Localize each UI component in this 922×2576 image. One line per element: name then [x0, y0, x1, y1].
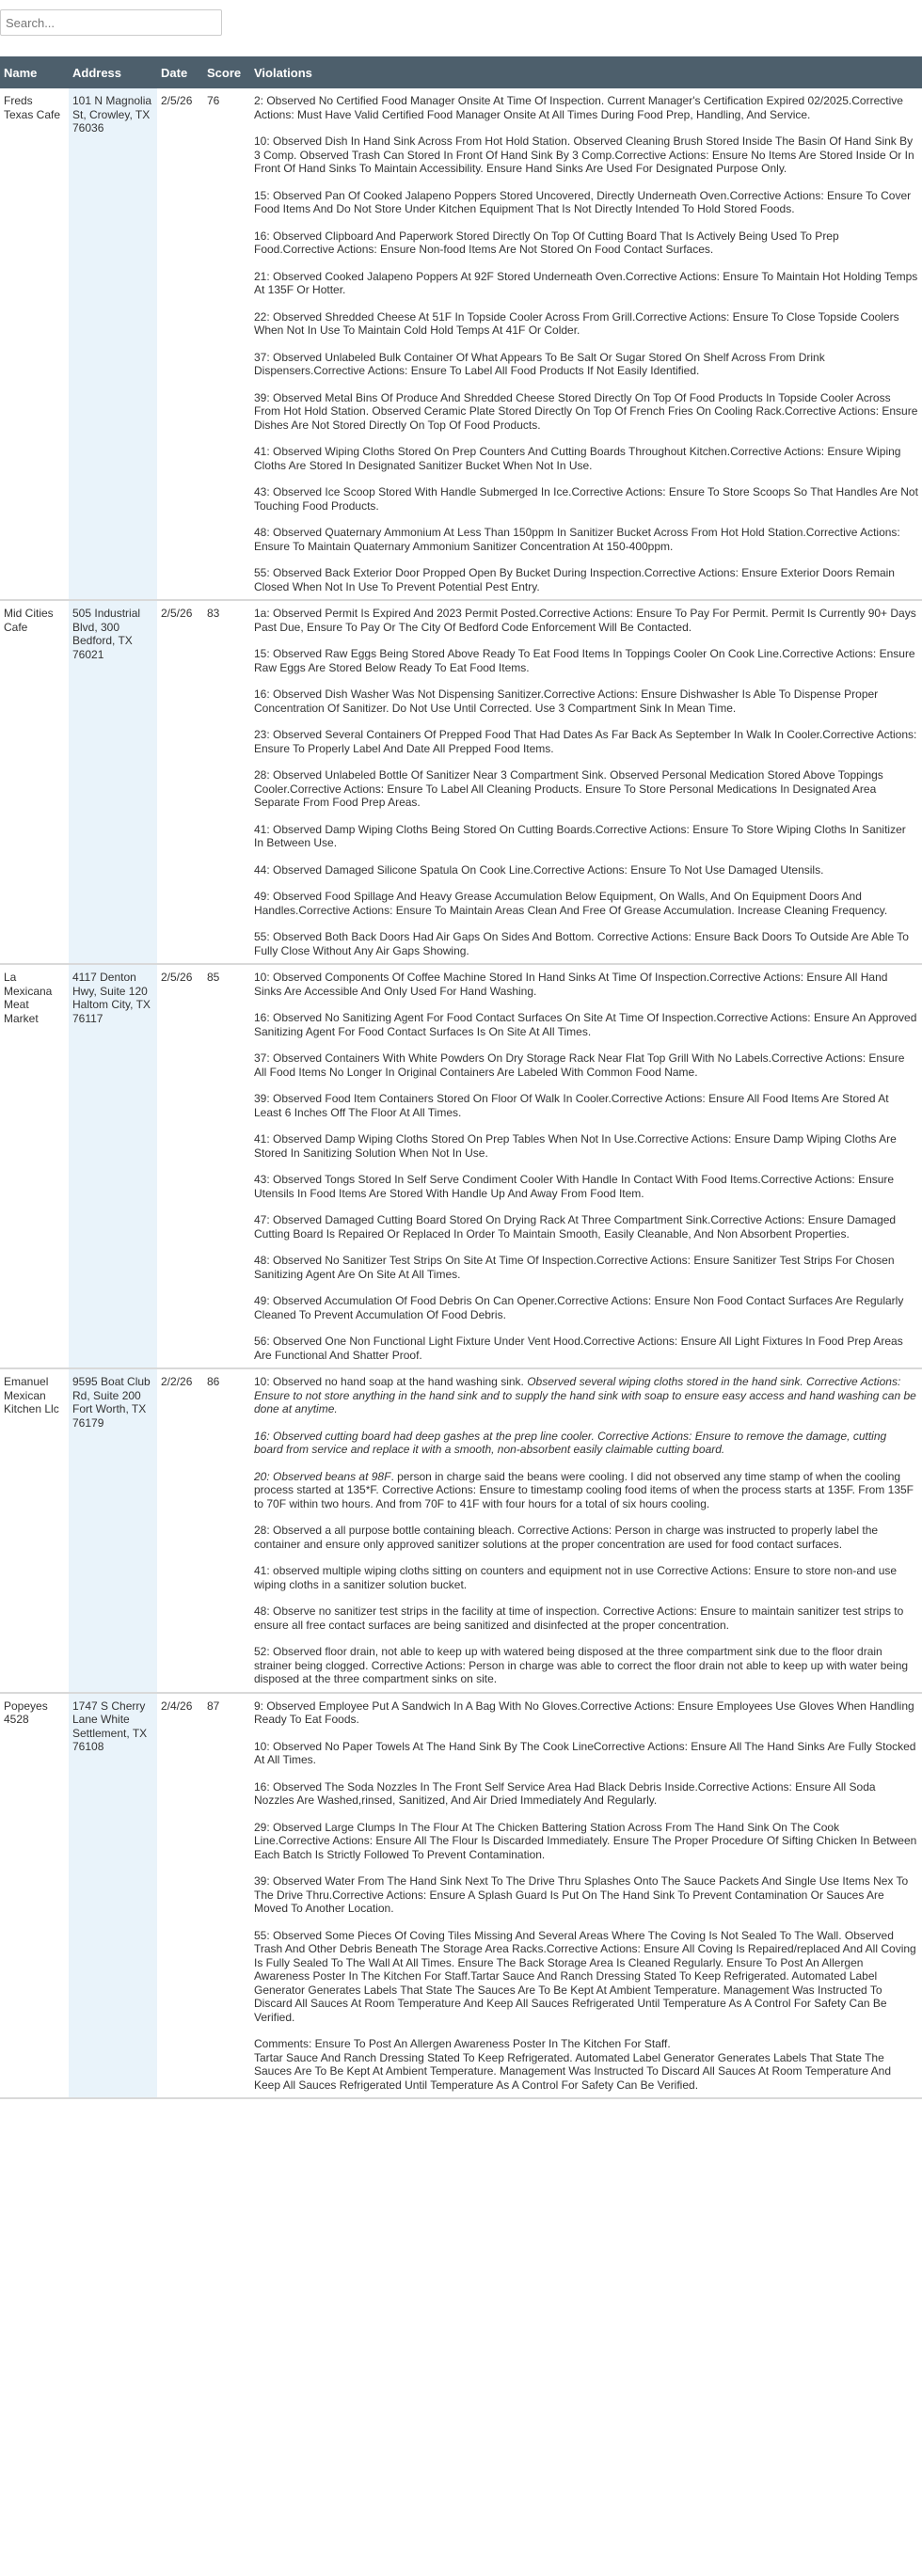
- violation-item: 10: Observed No Paper Towels At The Hand Sink By The Cook LineCorrective Actions: Ensure All The Hand Sinks Are Fully Stocked At All Times.: [254, 1739, 916, 1766]
- score-cell: 87: [207, 1699, 220, 1713]
- table-row: [0, 1693, 922, 2099]
- address-cell: 9595 Boat Club Rd, Suite 200 Fort Worth, TX 76179: [69, 1368, 157, 1693]
- violation-item: Comments: Ensure To Post An Allergen Awareness Poster In The Kitchen For Staff. Tartar Sauce And Ranch Dressing Stated To Keep Refrigerated. Automated Label Generator Generates Labels That State The Sauces Are To Be Kept At Ambient Temperature. Management Was Instructed To Discard All Sauces At Room Temperature And Keep All Sauces Refrigerated Until Temperature As A Control For Safety Can Be Verified.: [254, 2037, 892, 2092]
- score-cell: 76: [207, 94, 220, 107]
- violation-item: [254, 1564, 918, 1591]
- search-input[interactable]: [0, 9, 222, 36]
- violation-text: 52: Observed floor drain, not able to keep up with watered being disposed at the three compartment sink due to the floor drain strainer being clogged. Corrective Actions: Person in charge was able to correct the floor drain not able to keep up with water being disposed at the three compartment sinks on site.: [254, 1645, 909, 1685]
- violation-item: 43: Observed Tongs Stored In Self Serve Condiment Cooler With Handle In Contact With Food Items.Corrective Actions: Ensure Utensils In Food Items Are Stored With Handle Up And Away From Food Item.: [254, 1173, 895, 1200]
- restaurant-name-cell: Mid Cities Cafe: [4, 607, 54, 634]
- violation-item: 2: Observed No Certified Food Manager Onsite At Time Of Inspection. Current Manager's Certification Expired 02/2025.Corrective Actions: Must Have Valid Certified Food Manager Onsite At All Times During Food Prep, Handling, And Service.: [254, 94, 903, 121]
- violation-item: 39: Observed Food Item Containers Stored On Floor Of Walk In Cooler.Corrective Actions: Ensure All Food Items Are Stored At Least 6 Inches Off The Floor At All Times.: [254, 1092, 889, 1119]
- violation-item: 47: Observed Damaged Cutting Board Stored On Drying Rack At Three Compartment Sink.Corrective Actions: Ensure Damaged Cutting Board Is Repaired Or Replaced In Order To Maintain Smooth, Easily Cleanable, And Non Absorbent Properties.: [254, 1213, 897, 1241]
- violations-cell: [250, 1368, 922, 1693]
- violation-item: 41: Observed Damp Wiping Cloths Stored On Prep Tables When Not In Use.Corrective Actions: Ensure Damp Wiping Cloths Are Stored In Sanitizing Solution When Not In Use.: [254, 1132, 897, 1160]
- address-cell: 505 Industrial Blvd, 300 Bedford, TX 76021: [69, 600, 157, 964]
- date-cell: 2/5/26: [161, 607, 193, 620]
- date-cell: 2/5/26: [161, 971, 193, 984]
- column-header-date[interactable]: Date: [157, 56, 203, 88]
- violation-item: 55: Observed Some Pieces Of Coving Tiles Missing And Several Areas Where The Coving Is Not Sealed To The Wall. Observed Trash And Other Debris Beneath The Storage Area Racks.Corrective Actions: Ensure All Coving Is Repaired/replaced And All Coving Is Fully Sealed To The Wall At All Times. Ensure The Back Storage Area Is Cleaned Regularly. Ensure To Post An Allergen Awareness Poster In The Kitchen For Staff.Tartar Sauce And Ranch Dressing Stated To Keep Refrigerated. Automated Label Generator Generates Labels That State The Sauces Are To Be Kept At Ambient Temperature. Management Was Instructed To Discard All Sauces At Room Temperature And Keep All Sauces Refrigerated Until Temperature As A Control For Safety Can Be Verified.: [254, 1928, 916, 2024]
- violation-item: 28: Observed Unlabeled Bottle Of Sanitizer Near 3 Compartment Sink. Observed Personal Medication Stored Above Toppings Cooler.Corrective Actions: Ensure To Label All Cleaning Products. Ensure To Store Personal Medications In Designated Area Separate From Food Prep Areas.: [254, 768, 883, 809]
- score-cell: 83: [207, 607, 220, 620]
- inspections-table: [0, 56, 922, 2099]
- restaurant-name-cell: Freds Texas Cafe: [4, 94, 61, 121]
- violation-item: [254, 1430, 918, 1457]
- column-header-address[interactable]: Address: [69, 56, 157, 88]
- violation-item: 9: Observed Employee Put A Sandwich In A Bag With No Gloves.Corrective Actions: Ensure Employees Use Gloves When Handling Ready To Eat Foods.: [254, 1699, 914, 1726]
- violation-item: [254, 1375, 918, 1416]
- violation-item: 10: Observed Dish In Hand Sink Across From Hot Hold Station. Observed Cleaning Brush Stored Inside The Basin Of Hand Sink By 3 Comp. Observed Trash Can Stored In Front Of Hand Sink By 3 Comp.Corrective Actions: Ensure No Items Are Stored Inside Or In Front Of Hand Sinks To Maintain Accessibility. Ensure Hand Sinks Are Used For Designated Purpose Only.: [254, 134, 914, 175]
- violation-text: . person in charge said the beans were cooling. I did not observed any time stamp of when the cooling process started at 135*F. Corrective Actions: Ensure to timestamp cooling food items of when the process starts at 135F. From 135F to 70F within two hours. And from 70F to 41F with four hours for a total of six hours cooling.: [254, 1469, 914, 1510]
- violation-text: 10: Observed no hand soap at the hand washing sink.: [254, 1375, 528, 1388]
- violation-item: 55: Observed Back Exterior Door Propped Open By Bucket During Inspection.Corrective Actions: Ensure Exterior Doors Remain Closed When Not In Use To Prevent Potential Pest Entry.: [254, 566, 895, 593]
- address-cell: 4117 Denton Hwy, Suite 120 Haltom City, TX 76117: [69, 964, 157, 1368]
- search-bar: [0, 0, 922, 36]
- violation-item: 22: Observed Shredded Cheese At 51F In Topside Cooler Across From Grill.Corrective Actions: Ensure To Close Topside Coolers When Not In Use To Maintain Cold Hold Temps At 41F Or Colder.: [254, 309, 899, 337]
- violation-italic-text: Observed several wiping cloths stored in the hand sink. Corrective Actions: Ensure to not store anything in the hand sink and to supply the hand sink with soap to ensure easy access and hand washing can be done at anytime.: [254, 1375, 916, 1415]
- restaurant-name-cell: Popeyes 4528: [4, 1699, 48, 1726]
- violation-item: 49: Observed Accumulation Of Food Debris On Can Opener.Corrective Actions: Ensure Non Food Contact Surfaces Are Regularly Cleaned To Prevent Accumulation Of Food Debris.: [254, 1294, 904, 1321]
- violation-text: 48: Observe no sanitizer test strips in the facility at time of inspection. Corrective Actions: Ensure to maintain sanitizer test strips to ensure all free contact surfaces are being sanitized and disinfected at the proper concentration.: [254, 1604, 904, 1632]
- violation-italic-text: 16: Observed cutting board had deep gashes at the prep line cooler. Corrective Actions: Ensure to remove the damage, cutting board from service and replace it with a smooth, non-absorbent easily claimable cutting board.: [254, 1429, 887, 1456]
- violation-item: 48: Observed No Sanitizer Test Strips On Site At Time Of Inspection.Corrective Actions: Ensure Sanitizer Test Strips For Chosen Sanitizing Agent Are On Site At All Times.: [254, 1254, 895, 1281]
- score-cell: 85: [207, 971, 220, 984]
- violation-item: [254, 1604, 918, 1632]
- violation-item: [254, 1524, 918, 1551]
- violation-item: 49: Observed Food Spillage And Heavy Grease Accumulation Below Equipment, On Walls, And On Equipment Doors And Handles.Corrective Actions: Ensure To Maintain Areas Clean And Free Of Grease Accumulation. Increase Cleaning Frequency.: [254, 890, 888, 917]
- table-row: [0, 600, 922, 964]
- violation-italic-text: 20: Observed beans at 98F: [254, 1469, 391, 1483]
- column-header-score[interactable]: Score: [203, 56, 250, 88]
- violation-item: 16: Observed Clipboard And Paperwork Stored Directly On Top Of Cutting Board That Is Actively Being Used To Prep Food.Corrective Actions: Ensure Non-food Items Are Not Stored On Food Contact Surfaces.: [254, 229, 839, 256]
- violation-item: 23: Observed Several Containers Of Prepped Food That Had Dates As Far Back As September In Walk In Cooler.Corrective Actions: Ensure To Properly Label And Date All Prepped Food Items.: [254, 728, 917, 755]
- violation-item: 16: Observed Dish Washer Was Not Dispensing Sanitizer.Corrective Actions: Ensure Dishwasher Is Able To Dispense Proper Concentration Of Sanitizer. Do Not Use Until Corrected. Use 3 Compartment Sink In Mean Time.: [254, 687, 879, 715]
- violations-cell: [250, 88, 922, 600]
- violation-item: 15: Observed Pan Of Cooked Jalapeno Poppers Stored Uncovered, Directly Underneath Oven.Corrective Actions: Ensure To Cover Food Items And Do Not Store Under Kitchen Equipment That Is Not Directly Intended To Hold Stored Foods.: [254, 188, 912, 215]
- date-cell: 2/5/26: [161, 94, 193, 107]
- address-cell: 1747 S Cherry Lane White Settlement, TX 76108: [69, 1693, 157, 2099]
- violation-item: 43: Observed Ice Scoop Stored With Handle Submerged In Ice.Corrective Actions: Ensure To Store Scoops So That Handles Are Not Touching Food Products.: [254, 485, 918, 513]
- violation-item: 16: Observed No Sanitizing Agent For Food Contact Surfaces On Site At Time Of Inspection.Corrective Actions: Ensure An Approved Sanitizing Agent For Food Contact Surfaces Is On Site At All Times.: [254, 1011, 917, 1038]
- violation-item: 37: Observed Containers With White Powders On Dry Storage Rack Near Flat Top Grill With No Labels.Corrective Actions: Ensure All Food Items No Longer In Original Containers Are Labeled With Common Food Name.: [254, 1051, 905, 1079]
- date-cell: 2/2/26: [161, 1375, 193, 1388]
- score-cell: 86: [207, 1375, 220, 1388]
- restaurant-name-cell: La Mexicana Meat Market: [4, 971, 53, 1025]
- violation-item: 39: Observed Water From The Hand Sink Next To The Drive Thru Splashes Onto The Sauce Packets And Single Use Items Nex To The Drive Thru.Corrective Actions: Ensure A Splash Guard Is Put On The Hand Sink To Prevent Contamination Or Sauces Are Moved To Another Location.: [254, 1874, 909, 1915]
- violation-item: 21: Observed Cooked Jalapeno Poppers At 92F Stored Underneath Oven.Corrective Actions: Ensure To Maintain Hot Holding Temps At 135F Or Hotter.: [254, 269, 918, 296]
- table-header-row: [0, 56, 922, 88]
- table-row: [0, 1368, 922, 1693]
- violation-text: 41: observed multiple wiping cloths sitting on counters and equipment not in use Corrective Actions: Ensure to store non-and use wiping cloths in a sanitizer solution bucket.: [254, 1564, 898, 1591]
- violation-item: 55: Observed Both Back Doors Had Air Gaps On Sides And Bottom. Corrective Actions: Ensure Back Doors To Outside Are Able To Fully Close Without Any Air Gaps Showing.: [254, 930, 909, 957]
- violation-item: [254, 1645, 918, 1686]
- violation-item: 16: Observed The Soda Nozzles In The Front Self Service Area Had Black Debris Inside.Corrective Actions: Ensure All Soda Nozzles Are Washed,rinsed, Sanitized, And Air Dried Immediately And Regularly.: [254, 1779, 876, 1807]
- table-row: [0, 964, 922, 1368]
- violation-item: 56: Observed One Non Functional Light Fixture Under Vent Hood.Corrective Actions: Ensure All Light Fixtures In Food Prep Areas Are Functional And Shatter Proof.: [254, 1335, 903, 1362]
- violation-item: 41: Observed Damp Wiping Cloths Being Stored On Cutting Boards.Corrective Actions: Ensure To Store Wiping Cloths In Sanitizer In Between Use.: [254, 822, 906, 849]
- violation-item: 10: Observed Components Of Coffee Machine Stored In Hand Sinks At Time Of Inspection.Corrective Actions: Ensure All Hand Sinks Are Accessible And Only Used For Hand Washing.: [254, 971, 888, 998]
- column-header-violations[interactable]: Violations: [250, 56, 922, 88]
- address-cell: 101 N Magnolia St, Crowley, TX 76036: [69, 88, 157, 600]
- violation-item: 29: Observed Large Clumps In The Flour At The Chicken Battering Station Across From The Hand Sink On The Cook Line.Corrective Actions: Ensure All The Flour Is Discarded Immediately. Ensure The Proper Procedure Of Sifting Chicken In Between Each Batch Is Strictly Followed To Prevent Contamination.: [254, 1820, 917, 1861]
- violation-item: 37: Observed Unlabeled Bulk Container Of What Appears To Be Salt Or Sugar Stored On Shelf Across From Drink Dispensers.Corrective Actions: Ensure To Label All Food Products If Not Easily Identified.: [254, 350, 825, 377]
- violation-item: 48: Observed Quaternary Ammonium At Less Than 150ppm In Sanitizer Bucket Across From Hot Hold Station.Corrective Actions: Ensure To Maintain Quaternary Ammonium Sanitizer Concentration At 150-400ppm.: [254, 526, 900, 553]
- table-row: [0, 88, 922, 600]
- violation-item: 15: Observed Raw Eggs Being Stored Above Ready To Eat Food Items In Toppings Cooler On Cook Line.Corrective Actions: Ensure Raw Eggs Are Stored Below Ready To Eat Food Items.: [254, 647, 915, 674]
- violation-item: 44: Observed Damaged Silicone Spatula On Cook Line.Corrective Actions: Ensure To Not Use Damaged Utensils.: [254, 862, 824, 877]
- violation-text: 28: Observed a all purpose bottle containing bleach. Corrective Actions: Person in charge was instructed to properly label the container and ensure only approved sanitizer solutions at the proper concentration are used for food contact surfaces.: [254, 1524, 879, 1551]
- restaurant-name-cell: Emanuel Mexican Kitchen Llc: [4, 1375, 59, 1415]
- violations-cell: [250, 600, 922, 964]
- violation-item: 41: Observed Wiping Cloths Stored On Prep Counters And Cutting Boards Throughout Kitchen.Corrective Actions: Ensure Wiping Cloths Are Stored In Designated Sanitizer Bucket When Not In Use.: [254, 445, 901, 472]
- violations-cell: [250, 964, 922, 1368]
- date-cell: 2/4/26: [161, 1699, 193, 1713]
- violation-item: 1a: Observed Permit Is Expired And 2023 Permit Posted.Corrective Actions: Ensure To Pay For Permit. Permit Is Currently 90+ Days Past Due, Ensure To Pay Or The City Of Bedford Code Enforcement Will Be Contacted.: [254, 607, 916, 634]
- column-header-name[interactable]: Name: [0, 56, 69, 88]
- violation-item: [254, 1470, 918, 1511]
- violations-cell: [250, 1693, 922, 2099]
- violation-item: 39: Observed Metal Bins Of Produce And Shredded Cheese Stored Directly On Top Of Food Products In Topside Cooler Across From Hot Hold Station. Observed Ceramic Plate Stored Directly On Top Of French Fries On Cooling Rack.Corrective Actions: Ensure Dishes Are Not Stored Directly On Top Of Food Products.: [254, 390, 918, 432]
